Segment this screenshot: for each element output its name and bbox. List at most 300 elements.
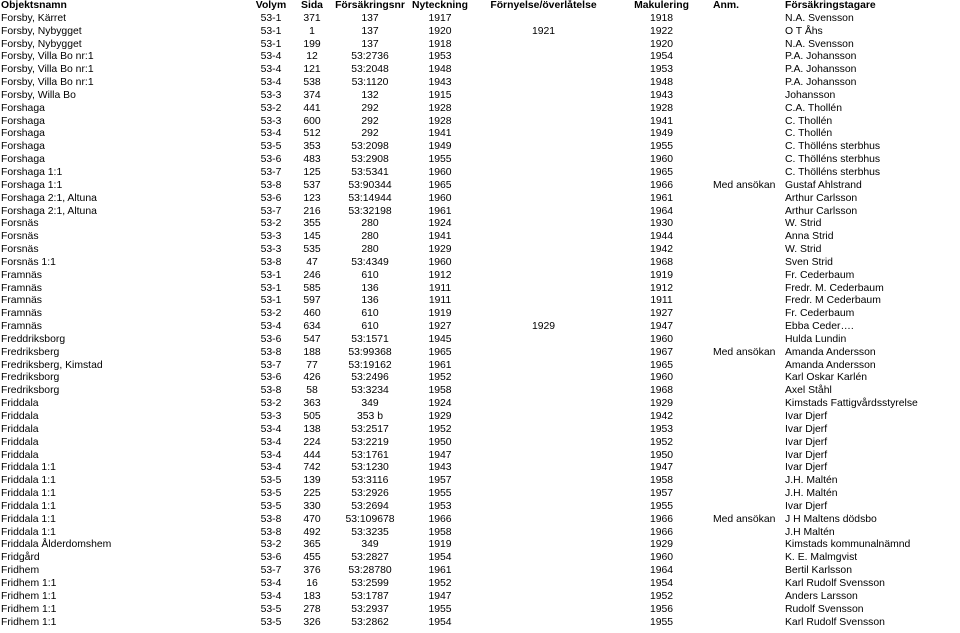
cell-forsakringstagare: N.A. Svensson <box>785 12 854 24</box>
cell-forsakringsnr: 53:2098 <box>351 141 389 153</box>
cell-volym: 53-4 <box>260 128 282 140</box>
table-row <box>0 514 960 527</box>
cell-anm <box>709 39 785 52</box>
cell-forsakringsnr: 53:2926 <box>351 488 389 500</box>
cell-makulering: 1967 <box>649 346 674 358</box>
cell-sida: 58 <box>306 385 318 397</box>
cell-volym: 53-1 <box>260 282 282 294</box>
cell-fornyelse-overlatelse <box>473 180 614 193</box>
cell-sida: 216 <box>303 205 321 217</box>
header-makulering: Makulering <box>634 0 689 11</box>
table-row <box>0 154 960 167</box>
cell-fornyelse-overlatelse <box>473 116 614 129</box>
cell-objektsnamn: Friddala Ålderdomshem <box>1 539 112 551</box>
table-row <box>0 206 960 219</box>
cell-fornyelse-overlatelse <box>473 360 614 373</box>
cell-anm <box>709 398 785 411</box>
cell-forsakringsnr: 53:109678 <box>345 513 395 525</box>
cell-fornyelse-overlatelse <box>473 591 614 604</box>
cell-objektsnamn: Forsnäs 1:1 <box>1 256 56 268</box>
cell-volym: 53-4 <box>260 436 282 448</box>
cell-nyteckning: 1958 <box>428 526 452 538</box>
cell-makulering: 1941 <box>649 115 674 127</box>
cell-volym: 53-2 <box>260 398 282 410</box>
cell-fornyelse-overlatelse <box>473 154 614 167</box>
table-row <box>0 424 960 437</box>
cell-forsakringstagare: K. E. Malmgvist <box>785 552 858 564</box>
table-row <box>0 231 960 244</box>
cell-makulering: 1919 <box>649 269 674 281</box>
cell-nyteckning: 1928 <box>428 102 452 114</box>
table-row <box>0 591 960 604</box>
cell-sida: 225 <box>303 488 321 500</box>
cell-makulering: 1964 <box>649 205 674 217</box>
cell-makulering: 1929 <box>649 539 674 551</box>
cell-volym: 53-2 <box>260 102 282 114</box>
cell-volym: 53-8 <box>260 385 282 397</box>
cell-anm <box>709 552 785 565</box>
cell-nyteckning: 1915 <box>428 89 452 101</box>
cell-forsakringstagare: P.A. Johansson <box>785 77 857 89</box>
cell-volym: 53-8 <box>260 513 282 525</box>
cell-objektsnamn: Fridgård <box>1 552 40 564</box>
cell-volym: 53-3 <box>260 115 282 127</box>
cell-forsakringstagare: Amanda Andersson <box>785 346 876 358</box>
cell-forsakringsnr: 53:28780 <box>348 565 392 577</box>
cell-forsakringsnr: 53:2937 <box>351 603 389 615</box>
cell-forsakringsnr: 53:2908 <box>351 154 389 166</box>
cell-forsakringsnr: 292 <box>361 128 379 140</box>
cell-fornyelse-overlatelse <box>473 385 614 398</box>
cell-nyteckning: 1960 <box>428 192 452 204</box>
cell-forsakringsnr: 53:3116 <box>351 475 389 487</box>
cell-sida: 145 <box>303 231 321 243</box>
cell-sida: 16 <box>306 577 318 589</box>
cell-objektsnamn: Friddala <box>1 449 39 461</box>
cell-sida: 600 <box>303 115 321 127</box>
cell-sida: 278 <box>303 603 321 615</box>
table-row <box>0 167 960 180</box>
cell-nyteckning: 1912 <box>428 269 452 281</box>
cell-forsakringsnr: 136 <box>361 282 379 294</box>
cell-objektsnamn: Fredriksborg <box>1 372 60 384</box>
cell-forsakringsnr: 53:2862 <box>351 616 389 628</box>
cell-fornyelse-overlatelse <box>473 64 614 77</box>
cell-sida: 326 <box>303 616 321 628</box>
cell-forsakringsnr: 53:99368 <box>348 346 392 358</box>
cell-fornyelse-overlatelse <box>473 552 614 565</box>
cell-sida: 535 <box>303 244 321 256</box>
cell-forsakringsnr: 53:1230 <box>351 462 389 474</box>
cell-fornyelse-overlatelse <box>473 193 614 206</box>
cell-volym: 53-1 <box>260 12 282 24</box>
cell-sida: 538 <box>303 77 321 89</box>
cell-volym: 53-6 <box>260 372 282 384</box>
cell-volym: 53-3 <box>260 244 282 256</box>
cell-forsakringstagare: Fredr. M. Cederbaum <box>785 282 884 294</box>
cell-fornyelse-overlatelse <box>473 372 614 385</box>
cell-nyteckning: 1945 <box>428 333 452 345</box>
cell-volym: 53-6 <box>260 192 282 204</box>
cell-fornyelse-overlatelse <box>473 539 614 552</box>
cell-makulering: 1960 <box>649 333 674 345</box>
cell-sida: 123 <box>303 192 321 204</box>
cell-forsakringsnr: 53:1120 <box>351 77 389 89</box>
cell-volym: 53-7 <box>260 359 282 371</box>
cell-nyteckning: 1947 <box>428 590 452 602</box>
cell-anm <box>709 26 785 39</box>
cell-sida: 12 <box>306 51 318 63</box>
cell-volym: 53-7 <box>260 166 282 178</box>
cell-forsakringstagare: Karl Oskar Karlén <box>785 372 867 384</box>
cell-objektsnamn: Framnäs <box>1 295 42 307</box>
cell-objektsnamn: Friddala 1:1 <box>1 513 56 525</box>
cell-forsakringsnr: 53:2517 <box>351 423 389 435</box>
cell-forsakringstagare: C. Thölléns sterbhus <box>785 154 881 166</box>
cell-nyteckning: 1919 <box>428 308 452 320</box>
cell-volym: 53-4 <box>260 321 282 333</box>
table-row <box>0 578 960 591</box>
cell-forsakringstagare: Ivar Djerf <box>785 500 828 512</box>
cell-sida: 537 <box>303 179 321 191</box>
table-row <box>0 321 960 334</box>
cell-forsakringstagare: Hulda Lundin <box>785 333 847 345</box>
cell-fornyelse-overlatelse: 1929 <box>531 321 556 333</box>
cell-volym: 53-3 <box>260 411 282 422</box>
cell-objektsnamn: Fridhem 1:1 <box>1 590 57 602</box>
cell-fornyelse-overlatelse <box>473 578 614 591</box>
cell-makulering: 1965 <box>649 166 674 178</box>
cell-sida: 371 <box>303 12 321 24</box>
cell-fornyelse-overlatelse <box>473 206 614 219</box>
cell-forsakringstagare: Gustaf Ahlstrand <box>785 179 862 191</box>
cell-fornyelse-overlatelse <box>473 437 614 450</box>
cell-objektsnamn: Forshaga <box>1 141 45 153</box>
cell-forsakringstagare: Fr. Cederbaum <box>785 269 855 281</box>
cell-volym: 53-2 <box>260 539 282 551</box>
cell-anm <box>709 475 785 488</box>
cell-volym: 53-4 <box>260 462 282 474</box>
cell-sida: 365 <box>303 539 321 551</box>
cell-nyteckning: 1941 <box>428 231 452 243</box>
cell-forsakringstagare: C. Thollén <box>785 128 833 140</box>
table-row <box>0 308 960 321</box>
cell-makulering: 1953 <box>649 64 674 76</box>
cell-nyteckning: 1966 <box>428 513 452 525</box>
table-row <box>0 13 960 26</box>
cell-sida: 138 <box>303 423 321 435</box>
cell-fornyelse-overlatelse <box>473 244 614 257</box>
cell-fornyelse-overlatelse <box>473 231 614 244</box>
cell-volym: 53-2 <box>260 308 282 320</box>
cell-makulering: 1968 <box>649 385 674 397</box>
cell-nyteckning: 1961 <box>428 565 452 577</box>
cell-makulering: 1958 <box>649 475 674 487</box>
cell-sida: 460 <box>303 308 321 320</box>
cell-fornyelse-overlatelse <box>473 475 614 488</box>
cell-forsakringsnr: 53:3234 <box>351 385 389 397</box>
cell-nyteckning: 1965 <box>428 179 452 191</box>
cell-forsakringsnr: 292 <box>361 102 379 114</box>
cell-nyteckning: 1927 <box>428 321 452 333</box>
cell-volym: 53-8 <box>260 526 282 538</box>
cell-nyteckning: 1952 <box>428 372 452 384</box>
cell-objektsnamn: Forsby, Kärret <box>1 12 67 24</box>
cell-objektsnamn: Friddala <box>1 423 39 435</box>
cell-forsakringstagare: O T Åhs <box>785 25 823 37</box>
cell-makulering: 1957 <box>649 488 674 500</box>
cell-anm <box>709 206 785 219</box>
cell-makulering: 1954 <box>649 51 674 63</box>
cell-anm <box>709 385 785 398</box>
header-objektsnamn: Objektsnamn <box>1 0 67 11</box>
table-row <box>0 450 960 463</box>
cell-nyteckning: 1953 <box>428 51 452 63</box>
cell-anm <box>709 218 785 231</box>
cell-makulering: 1961 <box>649 192 674 204</box>
cell-makulering: 1952 <box>649 436 674 448</box>
cell-volym: 53-5 <box>260 488 282 500</box>
cell-fornyelse-overlatelse: 1921 <box>531 25 556 37</box>
cell-sida: 426 <box>303 372 321 384</box>
table-row <box>0 39 960 52</box>
table-row <box>0 552 960 565</box>
cell-forsakringsnr: 280 <box>361 231 379 243</box>
cell-forsakringsnr: 137 <box>361 25 379 37</box>
cell-fornyelse-overlatelse <box>473 257 614 270</box>
cell-sida: 1 <box>309 25 315 37</box>
cell-volym: 53-7 <box>260 565 282 577</box>
cell-fornyelse-overlatelse <box>473 308 614 321</box>
cell-sida: 634 <box>303 321 321 333</box>
cell-fornyelse-overlatelse <box>473 617 614 630</box>
cell-volym: 53-5 <box>260 603 282 615</box>
cell-nyteckning: 1952 <box>428 423 452 435</box>
cell-forsakringsnr: 53:2599 <box>351 577 389 589</box>
cell-forsakringsnr: 280 <box>361 218 379 230</box>
cell-fornyelse-overlatelse <box>473 270 614 283</box>
cell-sida: 188 <box>303 346 321 358</box>
cell-forsakringsnr: 53:19162 <box>348 359 392 371</box>
cell-sida: 483 <box>303 154 321 166</box>
table-row <box>0 180 960 193</box>
cell-sida: 121 <box>303 64 321 76</box>
cell-forsakringsnr: 53:90344 <box>348 179 392 191</box>
cell-makulering: 1912 <box>649 282 674 294</box>
cell-forsakringstagare: P.A. Johansson <box>785 64 857 76</box>
cell-sida: 512 <box>303 128 321 140</box>
cell-makulering: 1943 <box>649 89 674 101</box>
cell-anm <box>709 488 785 501</box>
cell-sida: 246 <box>303 269 321 281</box>
cell-forsakringsnr: 349 <box>361 398 379 410</box>
cell-fornyelse-overlatelse <box>473 90 614 103</box>
cell-forsakringsnr: 53:3235 <box>351 526 389 538</box>
table-row <box>0 26 960 39</box>
cell-anm <box>709 90 785 103</box>
cell-anm <box>709 372 785 385</box>
cell-anm <box>709 13 785 26</box>
cell-forsakringstagare: J.H. Maltén <box>785 488 838 500</box>
cell-fornyelse-overlatelse <box>473 295 614 308</box>
cell-nyteckning: 1960 <box>428 256 452 268</box>
cell-objektsnamn: Framnäs <box>1 282 42 294</box>
table-row <box>0 283 960 296</box>
cell-nyteckning: 1949 <box>428 141 452 153</box>
cell-sida: 742 <box>303 462 321 474</box>
cell-sida: 505 <box>303 411 321 422</box>
cell-forsakringsnr: 136 <box>361 295 379 307</box>
cell-makulering: 1955 <box>649 141 674 153</box>
cell-anm <box>709 231 785 244</box>
cell-anm <box>709 565 785 578</box>
cell-forsakringstagare: J.H Maltén <box>785 526 835 538</box>
cell-anm <box>709 334 785 347</box>
cell-sida: 77 <box>306 359 318 371</box>
cell-sida: 470 <box>303 513 321 525</box>
cell-anm <box>709 167 785 180</box>
cell-forsakringstagare: C. Thölléns sterbhus <box>785 141 881 153</box>
table-row <box>0 539 960 552</box>
cell-forsakringstagare: Ebba Ceder…. <box>785 321 854 333</box>
cell-fornyelse-overlatelse <box>473 167 614 180</box>
cell-anm <box>709 424 785 437</box>
cell-forsakringstagare: Anders Larsson <box>785 590 858 602</box>
cell-nyteckning: 1911 <box>428 295 452 307</box>
cell-forsakringstagare: Arthur Carlsson <box>785 205 858 217</box>
cell-forsakringstagare: Arthur Carlsson <box>785 192 858 204</box>
cell-sida: 363 <box>303 398 321 410</box>
cell-sida: 47 <box>306 256 318 268</box>
cell-makulering: 1960 <box>649 552 674 564</box>
cell-volym: 53-6 <box>260 552 282 564</box>
cell-makulering: 1944 <box>649 231 674 243</box>
cell-volym: 53-7 <box>260 205 282 217</box>
cell-objektsnamn: Framnäs <box>1 269 42 281</box>
cell-volym: 53-6 <box>260 154 282 166</box>
cell-anm: Med ansökan <box>713 346 776 358</box>
cell-forsakringstagare: Ivar Djerf <box>785 423 828 435</box>
cell-forsakringstagare: W. Strid <box>785 244 822 256</box>
cell-objektsnamn: Forsby, Villa Bo nr:1 <box>1 77 94 89</box>
table-row <box>0 604 960 617</box>
cell-anm <box>709 501 785 514</box>
cell-forsakringstagare: Bertil Karlsson <box>785 565 852 577</box>
cell-fornyelse-overlatelse <box>473 334 614 347</box>
cell-makulering: 1942 <box>649 411 674 422</box>
cell-volym: 53-8 <box>260 346 282 358</box>
cell-anm <box>709 103 785 116</box>
cell-nyteckning: 1952 <box>428 577 452 589</box>
cell-objektsnamn: Forshaga <box>1 154 45 166</box>
cell-fornyelse-overlatelse <box>473 128 614 141</box>
cell-forsakringstagare: J H Maltens dödsbo <box>785 513 877 525</box>
cell-nyteckning: 1961 <box>428 359 452 371</box>
cell-volym: 53-3 <box>260 89 282 101</box>
cell-anm <box>709 578 785 591</box>
cell-forsakringstagare: W. Strid <box>785 218 822 230</box>
header-fornyelse-overlatelse: Förnyelse/överlåtelse <box>490 0 597 11</box>
cell-anm <box>709 116 785 129</box>
cell-fornyelse-overlatelse <box>473 283 614 296</box>
cell-anm <box>709 411 785 424</box>
cell-forsakringsnr: 53:2694 <box>351 500 389 512</box>
cell-forsakringstagare: Sven Strid <box>785 256 833 268</box>
cell-forsakringstagare: C.A. Thollén <box>785 102 842 114</box>
cell-anm <box>709 450 785 463</box>
table-row <box>0 334 960 347</box>
cell-anm <box>709 270 785 283</box>
cell-volym: 53-5 <box>260 141 282 153</box>
cell-objektsnamn: Forsby, Willa Bo <box>1 89 76 101</box>
cell-fornyelse-overlatelse <box>473 77 614 90</box>
cell-sida: 224 <box>303 436 321 448</box>
table-row <box>0 218 960 231</box>
header-volym: Volym <box>255 0 287 11</box>
cell-nyteckning: 1941 <box>428 128 452 140</box>
cell-forsakringstagare: Kimstads kommunalnämnd <box>785 539 911 551</box>
cell-forsakringsnr: 53:32198 <box>348 205 392 217</box>
cell-sida: 444 <box>303 449 321 461</box>
cell-nyteckning: 1950 <box>428 436 452 448</box>
cell-anm <box>709 283 785 296</box>
cell-nyteckning: 1919 <box>428 539 452 551</box>
cell-objektsnamn: Forsby, Nybygget <box>1 25 82 37</box>
cell-forsakringsnr: 292 <box>361 115 379 127</box>
cell-objektsnamn: Forsnäs <box>1 231 39 243</box>
cell-objektsnamn: Forsnäs <box>1 244 39 256</box>
cell-objektsnamn: Framnäs <box>1 321 42 333</box>
cell-forsakringstagare: Ivar Djerf <box>785 436 828 448</box>
table-row <box>0 64 960 77</box>
cell-objektsnamn: Forshaga <box>1 115 45 127</box>
table-row <box>0 411 960 424</box>
cell-objektsnamn: Framnäs <box>1 308 42 320</box>
cell-objektsnamn: Forshaga 1:1 <box>1 166 63 178</box>
header-sida: Sida <box>301 0 323 11</box>
cell-volym: 53-4 <box>260 77 282 89</box>
cell-volym: 53-2 <box>260 218 282 230</box>
cell-objektsnamn: Friddala 1:1 <box>1 488 56 500</box>
cell-nyteckning: 1929 <box>428 244 452 256</box>
cell-forsakringstagare: Karl Rudolf Svensson <box>785 616 885 628</box>
cell-objektsnamn: Fridhem 1:1 <box>1 603 57 615</box>
cell-makulering: 1918 <box>649 12 674 24</box>
cell-fornyelse-overlatelse <box>473 514 614 527</box>
header-nyteckning: Nyteckning <box>411 0 468 11</box>
cell-anm <box>709 64 785 77</box>
cell-volym: 53-8 <box>260 179 282 191</box>
cell-makulering: 1952 <box>649 590 674 602</box>
cell-volym: 53-4 <box>260 449 282 461</box>
cell-objektsnamn: Forsby, Villa Bo nr:1 <box>1 64 94 76</box>
cell-makulering: 1955 <box>649 616 674 628</box>
cell-makulering: 1930 <box>649 218 674 230</box>
table-body <box>0 13 960 630</box>
cell-makulering: 1960 <box>649 154 674 166</box>
cell-anm <box>709 308 785 321</box>
cell-objektsnamn: Friddala <box>1 436 39 448</box>
cell-objektsnamn: Friddala 1:1 <box>1 475 56 487</box>
header-forsakringsnr: Försäkringsnr <box>335 0 405 11</box>
table-row <box>0 193 960 206</box>
cell-objektsnamn: Forshaga 1:1 <box>1 179 63 191</box>
cell-forsakringsnr: 280 <box>361 244 379 256</box>
cell-forsakringsnr: 53:5341 <box>351 166 389 178</box>
cell-anm <box>709 437 785 450</box>
table-row <box>0 475 960 488</box>
cell-makulering: 1960 <box>649 372 674 384</box>
